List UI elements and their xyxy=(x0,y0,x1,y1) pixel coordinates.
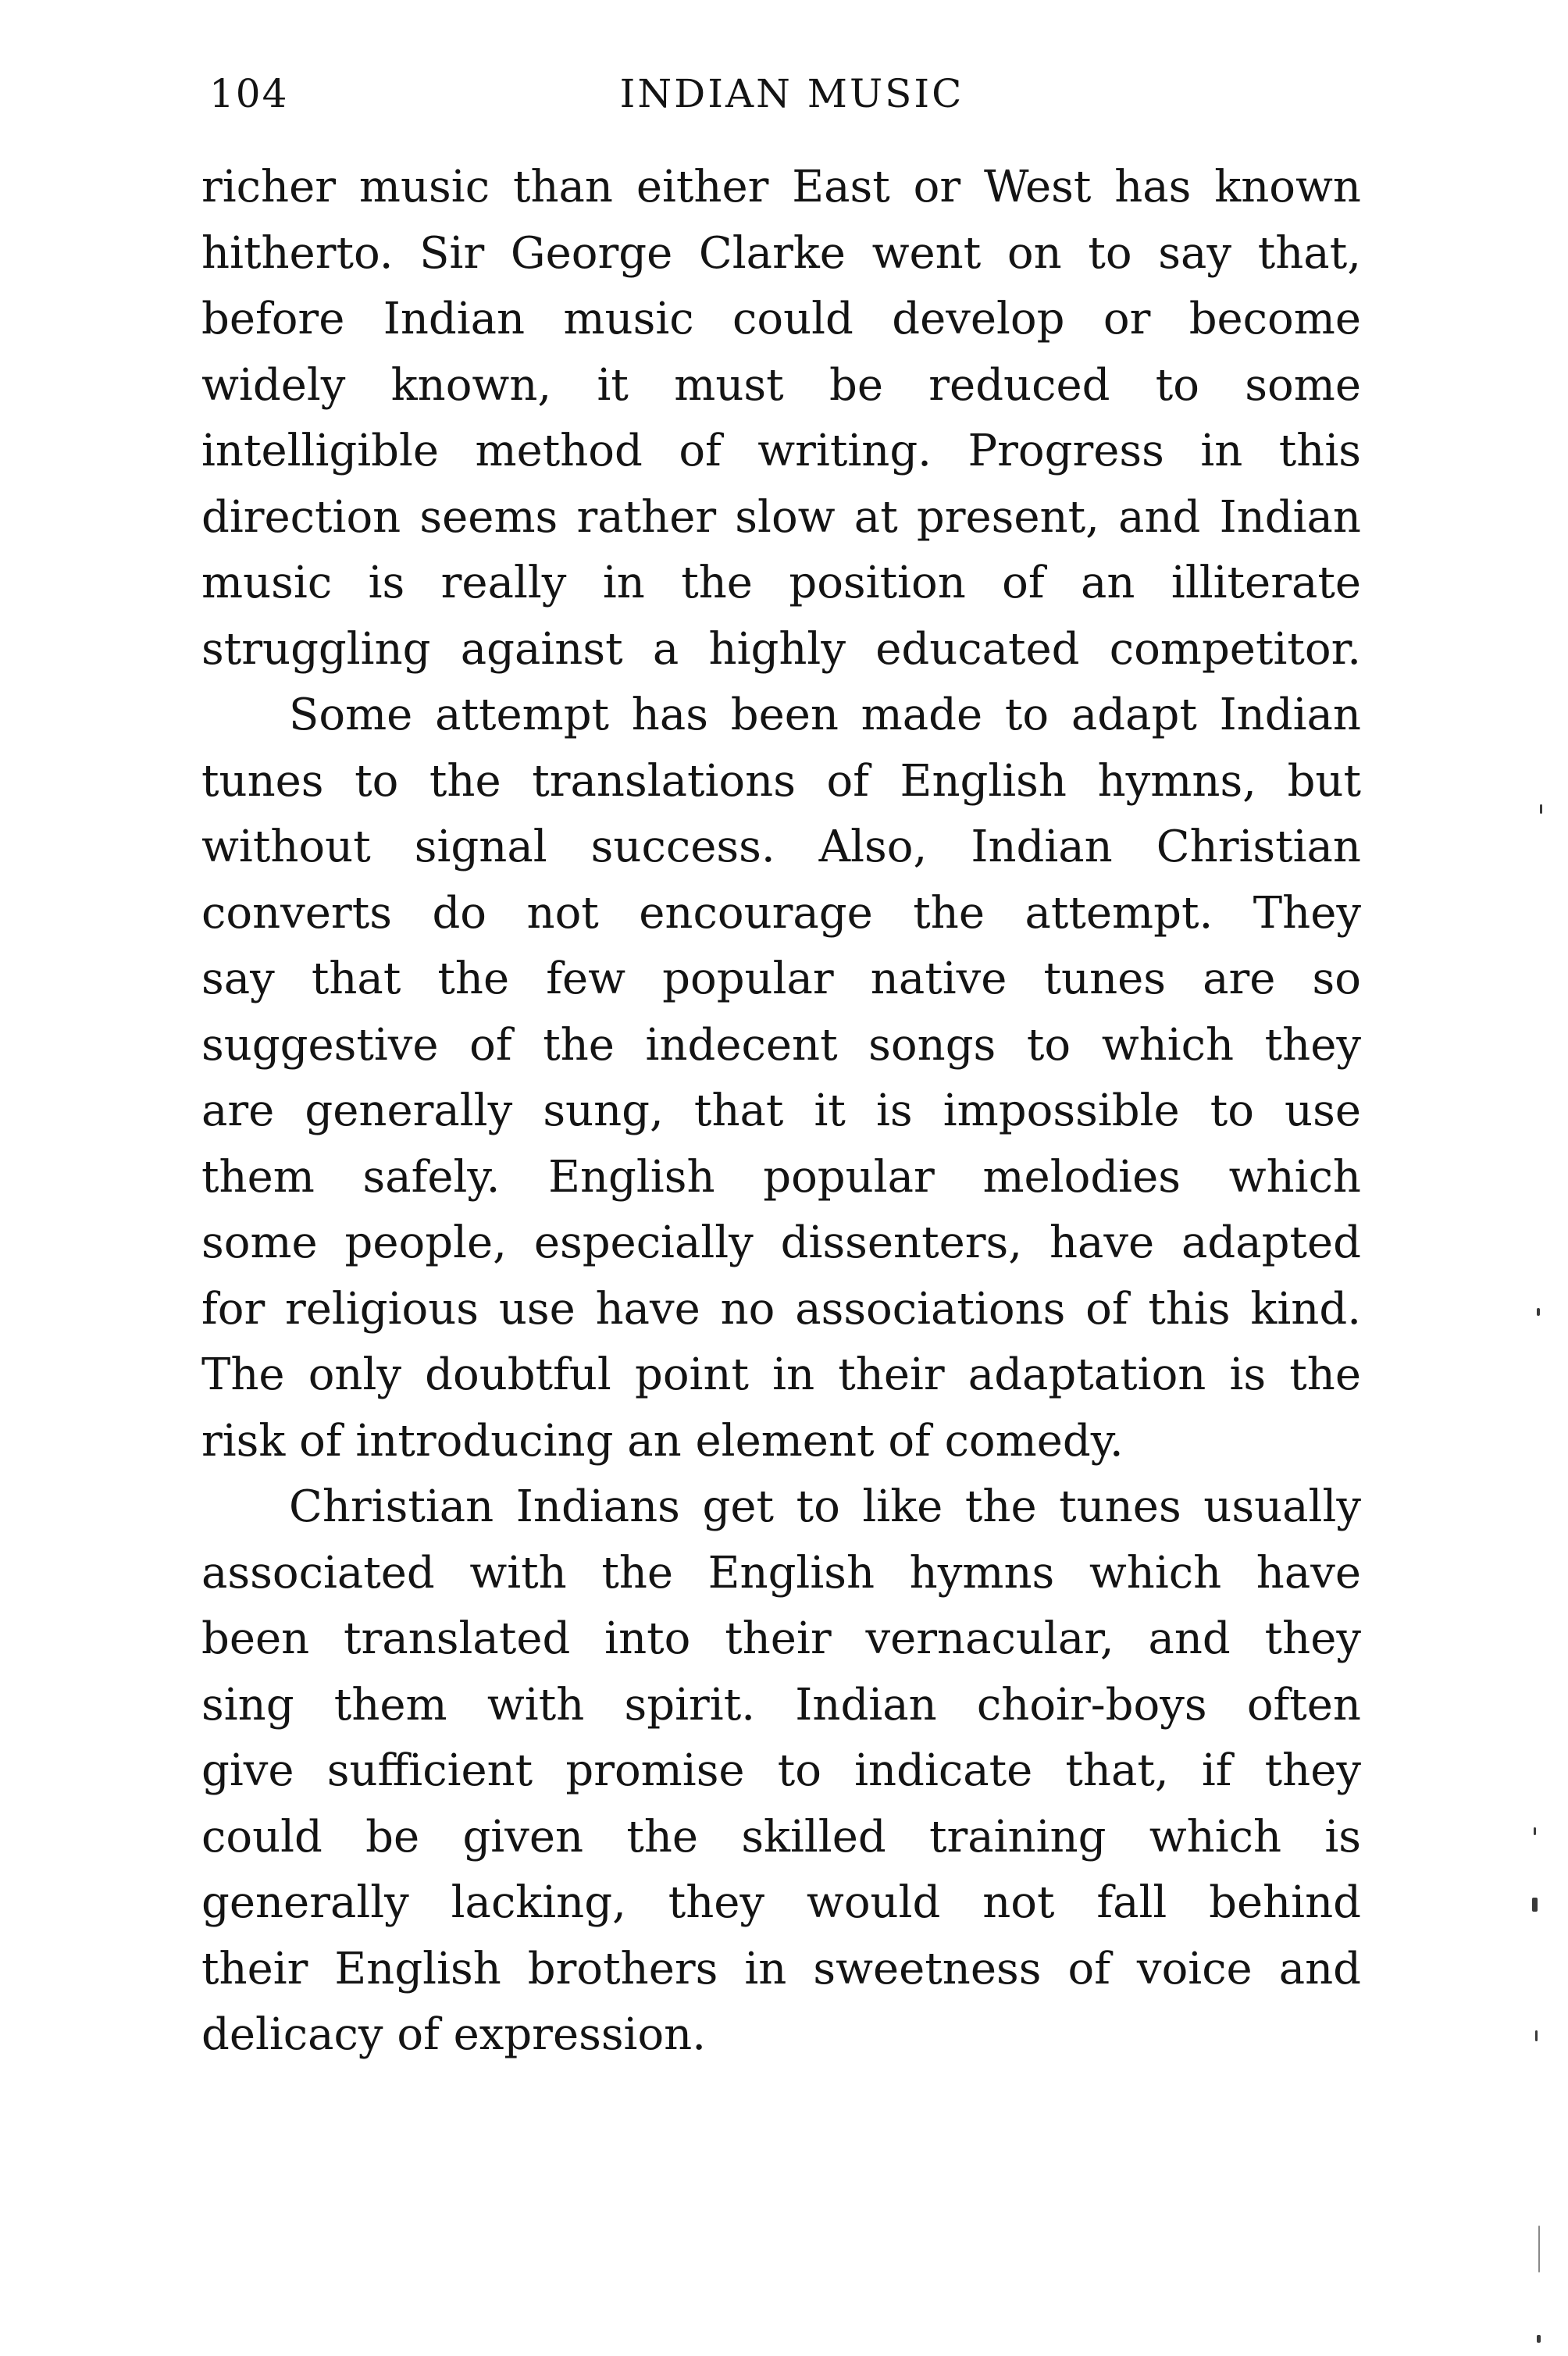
scan-speck xyxy=(1534,1827,1536,1835)
text-line: richer music than either East or West has known xyxy=(201,162,1361,212)
text-line: could be given the skilled training which is xyxy=(201,1811,1361,1862)
text-line: tunes to the translations of English hymns, but xyxy=(201,755,1361,807)
scan-speck xyxy=(1532,1898,1538,1912)
text-line: music is really in the position of an illiterate xyxy=(201,558,1361,608)
text-line: direction seems rather slow at present, and Indian xyxy=(201,491,1361,543)
text-line: their English brothers in sweetness of voice and xyxy=(201,1943,1361,1994)
scan-speck xyxy=(1540,804,1542,814)
text-line: associated with the English hymns which have xyxy=(201,1547,1361,1599)
body-text xyxy=(201,155,1361,2069)
text-line: generally lacking, they would not fall behind xyxy=(201,1877,1361,1928)
scan-speck xyxy=(1537,1308,1540,1316)
text-line: say that the few popular native tunes are so xyxy=(201,953,1361,1004)
page-number: 104 xyxy=(209,71,289,116)
text-line: before Indian music could develop or become xyxy=(201,294,1361,344)
scan-speck xyxy=(1537,2335,1541,2343)
text-line: hitherto. Sir George Clarke went on to say that, xyxy=(201,227,1361,279)
text-line: widely known, it must be reduced to some xyxy=(201,359,1361,411)
text-line: suggestive of the indecent songs to which they xyxy=(201,1019,1361,1071)
text-line: intelligible method of writing. Progress in this xyxy=(201,426,1361,476)
running-title: INDIAN MUSIC xyxy=(619,71,964,116)
text-line: sing them with spirit. Indian choir-boys often xyxy=(201,1679,1361,1730)
text-line: struggling against a highly educated competitor. xyxy=(201,623,1361,675)
text-line: been translated into their vernacular, and they xyxy=(201,1613,1361,1664)
text-line: Some attempt has been made to adapt Indian xyxy=(289,690,1361,740)
text-line: are generally sung, that it is impossible to use xyxy=(201,1085,1361,1136)
scan-speck xyxy=(1535,2030,1538,2041)
text-line: some people, especially dissenters, have adapted xyxy=(201,1217,1361,1268)
text-line: give sufficient promise to indicate that, if they xyxy=(201,1745,1361,1796)
text-line: risk of introducing an element of comedy. xyxy=(201,1415,1124,1467)
text-line: them safely. English popular melodies which xyxy=(201,1151,1361,1203)
text-line: delicacy of expression. xyxy=(201,2009,707,2060)
page-header xyxy=(209,62,1374,125)
text-line: without signal success. Also, Indian Christian xyxy=(201,822,1361,872)
text-line: The only doubtful point in their adaptation is the xyxy=(201,1349,1361,1400)
text-line: for religious use have no associations of this kind. xyxy=(201,1283,1361,1335)
scan-speck xyxy=(1538,2226,1540,2272)
text-line: converts do not encourage the attempt. They xyxy=(201,887,1361,939)
text-line: Christian Indians get to like the tunes usually xyxy=(289,1481,1361,1532)
